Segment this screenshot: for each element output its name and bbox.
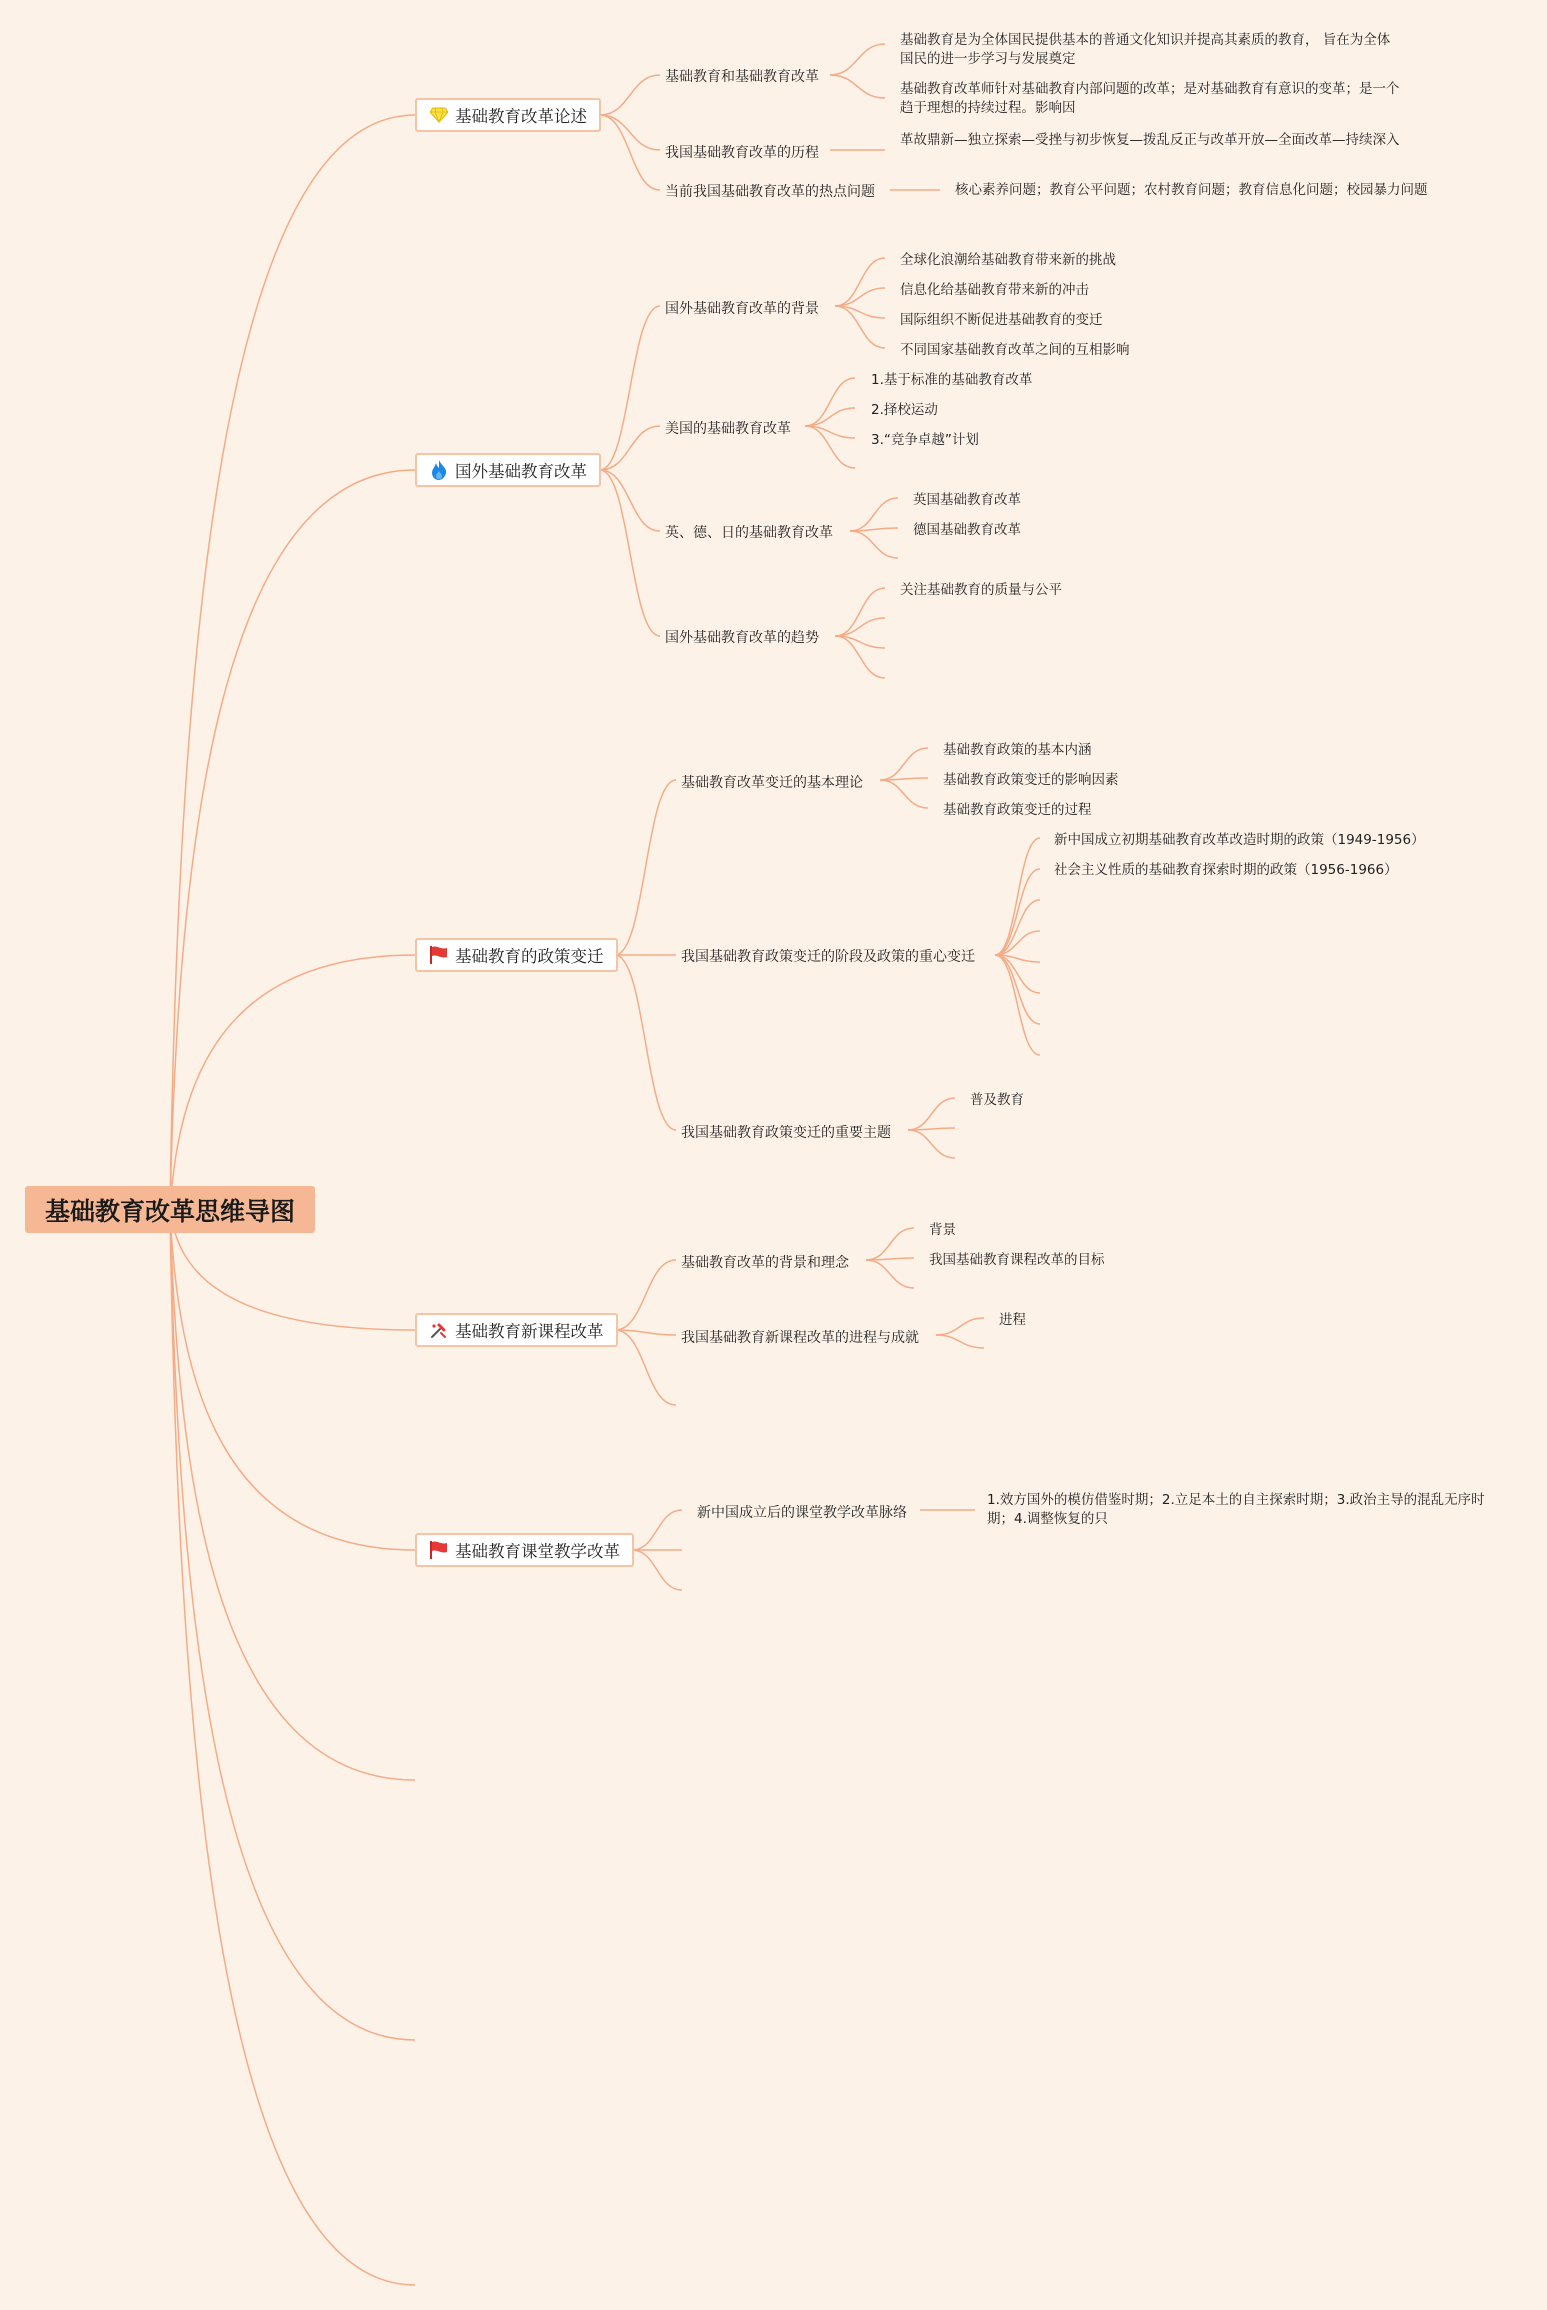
- leaf-topic[interactable]: 社会主义性质的基础教育探索时期的政策（1956-1966）: [1054, 862, 1398, 878]
- subtopic[interactable]: 基础教育和基础教育改革: [665, 69, 819, 85]
- leaf-topic[interactable]: 全球化浪潮给基础教育带来新的挑战: [900, 252, 1116, 268]
- connector-line: [866, 1228, 914, 1260]
- leaf-topic[interactable]: 2.择校运动: [871, 402, 938, 418]
- leaf-topic[interactable]: 基础教育是为全体国民提供基本的普通文化知识并提高其素质的教育， 旨在为全体国民的进一步学习与发展奠定: [900, 32, 1391, 67]
- connector-line: [995, 900, 1040, 955]
- connector-line: [908, 1130, 955, 1158]
- leaf-topic[interactable]: 基础教育政策变迁的影响因素: [943, 772, 1119, 788]
- subtopic[interactable]: 新中国成立后的课堂教学改革脉络: [697, 1505, 907, 1521]
- leaf-topic[interactable]: 国际组织不断促进基础教育的变迁: [900, 312, 1103, 328]
- connector-line: [600, 470, 660, 531]
- branch-topic[interactable]: [415, 453, 601, 487]
- connector-line: [880, 748, 928, 780]
- connector-line: [835, 618, 885, 636]
- leaf-topic[interactable]: 基础教育政策的基本内涵: [943, 742, 1092, 758]
- leaf-topic[interactable]: 进程: [999, 1312, 1026, 1328]
- connector-line: [866, 1260, 914, 1288]
- branch-topic[interactable]: [415, 1313, 618, 1347]
- subtopic[interactable]: 国外基础教育改革的趋势: [665, 630, 819, 646]
- connector-line: [170, 1210, 415, 1780]
- connector-line: [170, 115, 415, 1210]
- branch-label: 基础教育改革论述: [455, 107, 587, 126]
- connector-line: [995, 955, 1040, 1024]
- subtopic[interactable]: 当前我国基础教育改革的热点问题: [665, 184, 875, 200]
- subtopic[interactable]: 我国基础教育政策变迁的重要主题: [681, 1125, 891, 1141]
- leaf-topic[interactable]: 3.“竞争卓越”计划: [871, 432, 979, 448]
- connector-line: [805, 378, 855, 426]
- branch-label: 国外基础教育改革: [455, 462, 587, 481]
- subtopic[interactable]: 美国的基础教育改革: [665, 421, 791, 437]
- leaf-topic[interactable]: 革故鼎新—独立探索—受挫与初步恢复—拨乱反正与改革开放—全面改革—持续深入: [900, 132, 1400, 148]
- root-topic[interactable]: 基础教育改革思维导图: [25, 1186, 315, 1233]
- leaf-topic[interactable]: 英国基础教育改革: [913, 492, 1021, 508]
- branch-label: 基础教育新课程改革: [455, 1322, 604, 1341]
- branch-topic[interactable]: [415, 1533, 634, 1567]
- leaf-topic[interactable]: 基础教育政策变迁的过程: [943, 802, 1092, 818]
- connector-line: [170, 470, 415, 1210]
- leaf-topic[interactable]: 信息化给基础教育带来新的冲击: [900, 282, 1089, 298]
- subtopic[interactable]: 英、德、日的基础教育改革: [665, 525, 833, 541]
- connector-line: [830, 44, 885, 75]
- connector-line: [936, 1335, 984, 1348]
- connector-line: [600, 115, 660, 190]
- branch-label: 基础教育课堂教学改革: [455, 1542, 620, 1561]
- connector-line: [170, 1210, 415, 2040]
- connector-line: [170, 1210, 415, 1550]
- connector-line: [936, 1318, 984, 1335]
- gem-icon: [429, 105, 449, 125]
- connector-line: [995, 955, 1040, 1055]
- connector-line: [170, 955, 415, 1210]
- subtopic[interactable]: 我国基础教育新课程改革的进程与成就: [681, 1330, 919, 1346]
- connector-line: [615, 955, 676, 1130]
- flame-icon: [429, 460, 449, 480]
- connector-line: [600, 75, 660, 115]
- subtopic[interactable]: 我国基础教育改革的历程: [665, 145, 819, 161]
- leaf-topic[interactable]: 1.效方国外的模仿借鉴时期；2.立足本土的自主探索时期；3.政治主导的混乱无序时期；4.调整恢复的只: [987, 1492, 1485, 1527]
- connector-line: [850, 531, 898, 558]
- connector-line: [615, 780, 676, 955]
- subtopic[interactable]: 我国基础教育政策变迁的阶段及政策的重心变迁: [681, 949, 975, 965]
- connector-line: [600, 470, 660, 636]
- connector-line: [830, 75, 885, 98]
- leaf-topic[interactable]: 核心素养问题；教育公平问题；农村教育问题；教育信息化问题；校园暴力问题: [955, 182, 1428, 198]
- connector-line: [995, 838, 1040, 955]
- leaf-topic[interactable]: 1.基于标准的基础教育改革: [871, 372, 1033, 388]
- connector-line: [880, 780, 928, 808]
- tools-icon: [429, 1320, 449, 1340]
- subtopic[interactable]: 基础教育改革变迁的基本理论: [681, 775, 863, 791]
- connector-line: [908, 1098, 955, 1130]
- connector-line: [835, 288, 885, 306]
- branch-topic[interactable]: [415, 938, 618, 972]
- leaf-topic[interactable]: 不同国家基础教育改革之间的互相影响: [900, 342, 1130, 358]
- connector-line: [835, 258, 885, 306]
- connector-line: [600, 306, 660, 470]
- subtopic[interactable]: 基础教育改革的背景和理念: [681, 1255, 849, 1271]
- flag-icon: [429, 945, 449, 965]
- branch-topic[interactable]: [415, 98, 601, 132]
- leaf-topic[interactable]: 德国基础教育改革: [913, 522, 1021, 538]
- connector-line: [615, 1330, 676, 1405]
- connector-line: [170, 1210, 415, 2285]
- connector-line: [850, 498, 898, 531]
- branch-label: 基础教育的政策变迁: [455, 947, 604, 966]
- connector-line: [632, 1550, 682, 1590]
- leaf-topic[interactable]: 基础教育改革师针对基础教育内部问题的改革；是对基础教育有意识的变革；是一个趋于理想的持续过程。影响因: [900, 81, 1400, 116]
- connector-line: [632, 1510, 682, 1550]
- subtopic[interactable]: 国外基础教育改革的背景: [665, 301, 819, 317]
- leaf-topic[interactable]: 关注基础教育的质量与公平: [900, 582, 1062, 598]
- leaf-topic[interactable]: 普及教育: [970, 1092, 1024, 1108]
- connector-line: [805, 408, 855, 426]
- flag-icon: [429, 1540, 449, 1560]
- leaf-topic[interactable]: 背景: [929, 1222, 956, 1238]
- connector-line: [835, 588, 885, 636]
- connector-line: [615, 1260, 676, 1330]
- leaf-topic[interactable]: 新中国成立初期基础教育改革改造时期的政策（1949-1956）: [1054, 832, 1425, 848]
- leaf-topic[interactable]: 我国基础教育课程改革的目标: [929, 1252, 1105, 1268]
- connector-line: [600, 115, 660, 150]
